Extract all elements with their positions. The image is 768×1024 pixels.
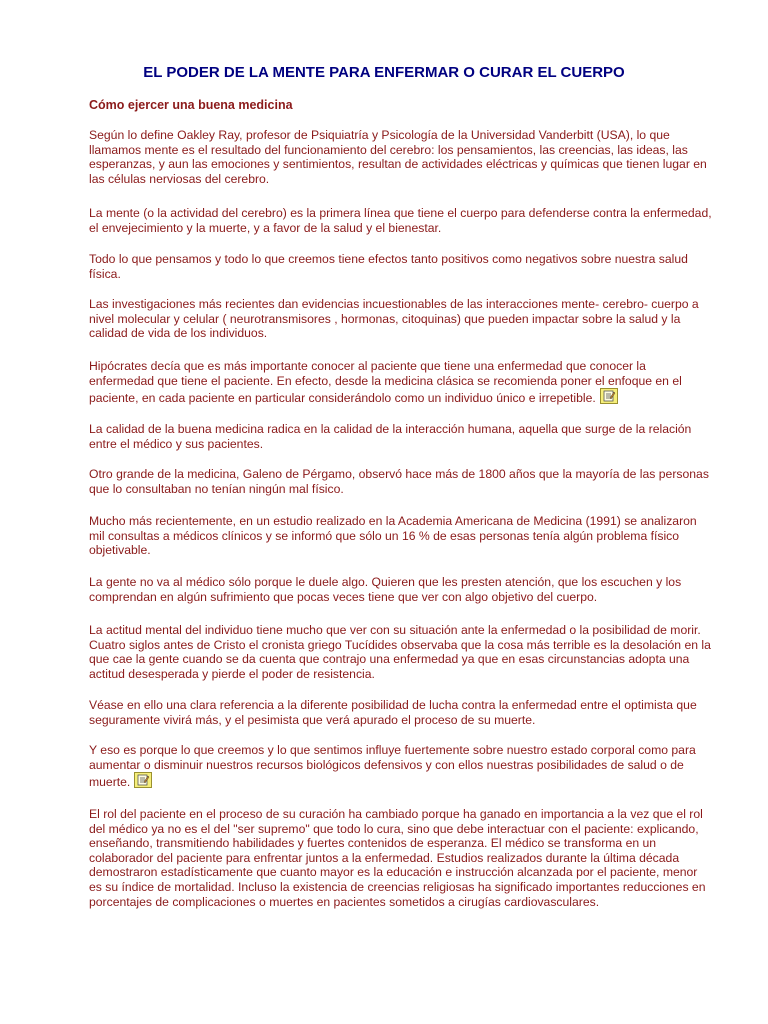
paragraph — [89, 467, 713, 496]
paragraph — [89, 359, 713, 406]
paragraph — [89, 252, 713, 281]
paragraph-text: El rol del paciente en el proceso de su curación ha cambiado porque ha ganado en importancia a la vez que el rol del médico ya no es el del "ser supremo" que todo lo cura, sino que debe interactuar con el paciente: explicando, enseñando, transmitiendo habilidades y fuertes contenidos de esperanza. El médico se transforma en un colaborador del paciente para enfrentar juntos a la enfermedad. Estudios realizados durante la última década demostraron estadísticamente que cuanto mayor es la educación e instrucción alcanzada por el paciente, menor es su índice de mortalidad. Incluso la existencia de creencias religiosas ha significado importantes reducciones en porcentajes de complicaciones o muertes en pacientes sometidos a cirugías cardiovasculares. — [89, 807, 706, 909]
paragraph-text: Hipócrates decía que es más importante conocer al paciente que tiene una enfermedad que conocer la enfermedad que tiene el paciente. En efecto, desde la medicina clásica se recomienda poner el enfoque en el paciente, en cada paciente en particular considerándolo como un individuo único e irrepetible. — [89, 359, 682, 406]
paragraph — [89, 575, 713, 604]
paragraph — [89, 514, 713, 558]
note-annotation-icon[interactable] — [134, 772, 152, 788]
paragraph — [89, 206, 713, 235]
paragraph-text: La actitud mental del individuo tiene mucho que ver con su situación ante la enfermedad o la posibilidad de morir. Cuatro siglos antes de Cristo el cronista griego Tucídides observaba que la cosa más terrible es la desolación en la que cae la gente cuando se da cuenta que contrajo una enfermedad ya que en esas circunstancias adopta una actitud desesperada y pierde el poder de resistencia. — [89, 623, 711, 681]
paragraph — [89, 623, 713, 681]
paragraph — [89, 128, 713, 186]
paragraph — [89, 698, 713, 727]
paragraph-text: La gente no va al médico sólo porque le duele algo. Quieren que les presten atención, que los escuchen y los comprendan en algún sufrimiento que pocas veces tiene que ver con algo objetivo del cuerpo. — [89, 575, 682, 604]
paragraph-text: Véase en ello una clara referencia a la diferente posibilidad de lucha contra la enfermedad entre el optimista que seguramente vivirá más, y el pesimista que verá apurado el proceso de su muerte. — [89, 698, 697, 727]
paragraph — [89, 807, 713, 909]
paragraph-text: La mente (o la actividad del cerebro) es la primera línea que tiene el cuerpo para defenderse contra la enfermedad, el envejecimiento y la muerte, y a favor de la salud y el bienestar. — [89, 206, 712, 235]
section-heading: Cómo ejercer una buena medicina — [89, 98, 293, 112]
paragraph-text: Otro grande de la medicina, Galeno de Pérgamo, observó hace más de 1800 años que la mayoría de las personas que lo consultaban no tenían ningún mal físico. — [89, 467, 709, 496]
note-annotation-icon[interactable] — [600, 388, 618, 404]
paragraph-text: La calidad de la buena medicina radica en la calidad de la interacción humana, aquella que surge de la relación entre el médico y sus pacientes. — [89, 422, 692, 451]
document-title: EL PODER DE LA MENTE PARA ENFERMAR O CURAR EL CUERPO — [143, 64, 625, 81]
paragraph-text: Mucho más recientemente, en un estudio realizado en la Academia Americana de Medicina (1991) se analizaron mil consultas a médicos clínicos y se informó que sólo un 16 % de esas personas tenía algún problema físico objetivable. — [89, 514, 697, 558]
paragraph-text: Según lo define Oakley Ray, profesor de Psiquiatría y Psicología de la Universidad Vanderbitt (USA), lo que llamamos mente es el resultado del funcionamiento del cerebro: los pensamientos, las creencias, las ideas, las esperanzas, y aun las emociones y sentimientos, resultan de actividades eléctricas y químicas que tienen lugar en las células nerviosas del cerebro. — [89, 128, 707, 186]
paragraph — [89, 297, 713, 341]
paragraph — [89, 422, 713, 451]
paragraph-text: Las investigaciones más recientes dan evidencias incuestionables de las interacciones mente- cerebro- cuerpo a nivel molecular y celular ( neurotransmisores , hormonas, citoquinas) que pueden impactar sobre la salud y la calidad de vida de los individuos. — [89, 297, 699, 341]
paragraph-text: Todo lo que pensamos y todo lo que creemos tiene efectos tanto positivos como negativos sobre nuestra salud física. — [89, 252, 688, 281]
paragraph — [89, 743, 713, 790]
paragraph-text: Y eso es porque lo que creemos y lo que sentimos influye fuertemente sobre nuestro estado corporal como para aumentar o disminuir nuestros recursos biológicos defensivos y con ellos nuestras posibilidades de salud o de muerte. — [89, 743, 696, 790]
